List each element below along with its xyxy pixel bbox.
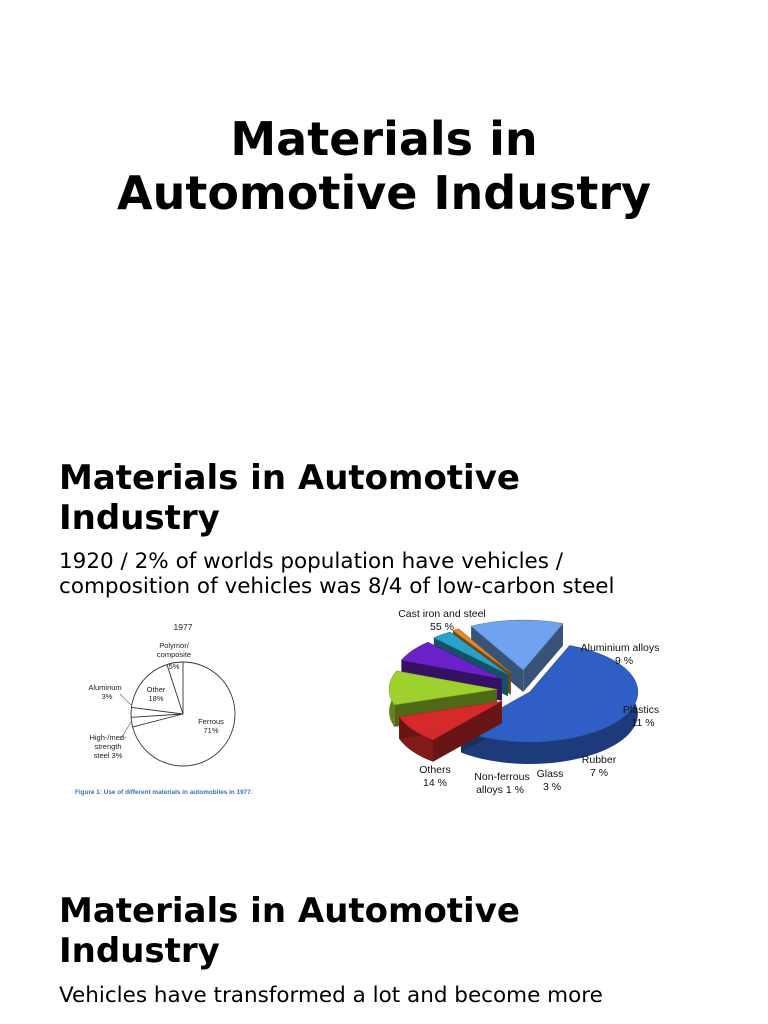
slide-2-heading-line-1: Materials in Automotive (59, 458, 520, 498)
slide-2-body-line-1: 1920 / 2% of worlds population have vehicles / (59, 549, 564, 574)
slide-2-heading-line-2: Industry (59, 498, 220, 538)
label-glass: Glass 3 % (536, 768, 564, 793)
slide-3-heading (59, 891, 520, 971)
slide-2-body-line-2: composition of vehicles was 8/4 of low-carbon steel (59, 574, 615, 599)
pie-slice-edge-4 (167, 665, 183, 714)
pie-chart-materials (380, 602, 670, 802)
slide-3-body-line-1: Vehicles have transformed a lot and become more (59, 983, 603, 1008)
label-ferrous: Ferrous 71% (198, 717, 224, 735)
label-rubber: Rubber 7 % (581, 754, 617, 779)
label-plastics: Plastics 11 % (622, 704, 660, 729)
pie-chart-1977 (55, 608, 295, 803)
leader-line-aluminum (120, 694, 131, 705)
label-other: Other 18% (146, 685, 166, 703)
slide-2-body (59, 549, 615, 599)
label-cast-iron-steel: Cast iron and steel 55 % (398, 608, 486, 633)
pie-slice-edge-3 (131, 707, 183, 714)
chart-1977-labels (88, 641, 224, 760)
slide-3-heading-line-1: Materials in Automotive (59, 891, 520, 931)
slide-1-title-line-1: Materials in (230, 112, 538, 166)
label-polymer: Polymor/ composite (156, 641, 192, 659)
slide-3-heading-line-2: Industry (59, 931, 220, 971)
label-aluminum: Aluminum 3% (88, 683, 122, 701)
label-high-strength-steel: High-/med-strength steel 3% (89, 733, 127, 760)
chart-1977-title: 1977 (173, 622, 193, 632)
label-aluminium-alloys: Aluminium alloys 9 % (580, 642, 660, 667)
chart-1977-slices (131, 662, 235, 766)
slide-1-title (0, 112, 768, 220)
slide-1-title-line-2: Automotive Industry (116, 166, 651, 220)
label-polymer-pct: 5% (168, 662, 180, 671)
label-others: Others 14 % (419, 764, 451, 789)
chart-1977-caption: Figure 1: Use of different materials in automobiles in 1977. (75, 789, 253, 796)
slide-2-heading (59, 458, 520, 538)
label-non-ferrous: Non-ferrous alloys 1 % (474, 771, 530, 796)
slide-3-body (59, 983, 603, 1008)
